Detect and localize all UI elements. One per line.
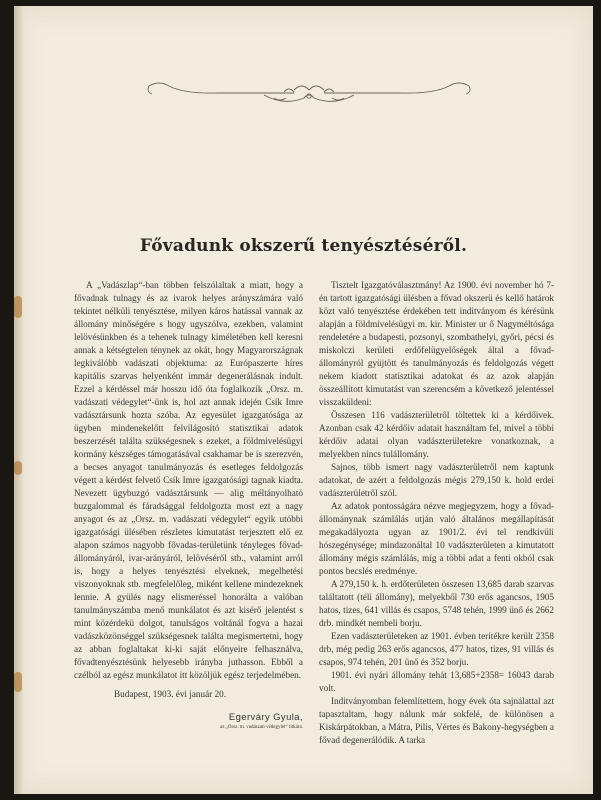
paragraph: A 279,150 k. h. erdőterületen összesen 13,685 darab szarvas találtatott (téli állomány), melyekből 730 erős agancsos, 1905 hatos, tizes, 641 villás és csapos, 5748 tehén, 1999 ünő és 2662 drb. mindkét nembeli borju. xyxy=(319,579,554,628)
paragraph: Sajnos, több ismert nagy vadászterületről nem kaptunk adatokat, de azért a feldolgozás mégis 279,150 k. hold erdei vadászterületről szól. xyxy=(319,462,554,498)
signature-note: az „Orsz. m. vadászati védegylet“ titkára. xyxy=(219,725,303,730)
paragraph: Összesen 116 vadászterületről töltettek ki a kérdőivek. Azonban csak 42 kérdőiv adatait használtam fel, mivel a többi kérdőiv adatai olyan vadászterületekre vonatkoznak, a melyekben nincs tulállomány. xyxy=(319,410,554,459)
paragraph: Inditványomban felemlítettem, hogy évek óta sajnálattal azt tapasztaltam, hogy nálunk már sokfelé, de különösen a Kiskárpátokban, a Mátra, Pilis, Vértes és Bakony-hegységben a fővad degenerálódik. A tarka xyxy=(319,696,554,745)
right-column xyxy=(319,279,554,747)
rust-stain xyxy=(14,461,22,475)
left-column xyxy=(74,279,303,731)
rust-stain xyxy=(14,672,22,692)
rust-stain xyxy=(14,296,22,318)
signature: Egerváry Gyula, xyxy=(228,712,303,723)
floral-vignette-icon xyxy=(144,78,474,112)
paragraph: Az adatok pontosságára nézve megjegyzem, hogy a fővad-állománynak számlálás utján való általános megállapítását megakadályozta ugyan az 1901/2. évi tel rendkivüli hószegénysége; mindazonáltal 10 vadászterületen a kimutatott állomány mégis számlálás, míg a többi adat a fenti okból csak pontos becslés eredménye. xyxy=(319,501,554,576)
article-title: Fővadunk okszerű tenyésztéséről. xyxy=(139,236,468,256)
paragraph: Ezen vadászterületeken az 1901. évben terítékre került 2358 drb, még pedig 263 erős agancsos, 477 hatos, tizes, 91 villás és csapos, 974 tehén, 201 ünő és 352 borju. xyxy=(319,631,554,667)
paragraph: Tisztelt Igazgatóválasztmány! Az 1900. évi november hó 7-én tartott igazgatósági ülésben a fővad okszerü és kellő határok közt való tenyésztése érdekében tett inditványom és kérésünk alapján a földmivelésügyi m. kir. Minister ur ő Nagyméltósága rendeletére a budapesti, pozsonyi, szombathelyi, győri, pécsi és miskolczi kerületi erdőfelügyelőségek által a fővad-állományról gyüjtött és tanulmányozás és feldolgozás végett nekem kiadott statisztikai adatokat és az azok alapján összeállított kimutatást van szerencsém a következő jelentéssel visszaküldeni: xyxy=(319,280,554,407)
document-page xyxy=(14,6,593,794)
paragraph: A „Vadászlap“-ban többen felszólaltak a miatt, hogy a fővadnak tulnagy és az ivarok helyes arányszámára való tekintet nélküli tenyésztése, milyen káros hatással vannak az állomány minőségére s hogy ugyszólva, ezekben, valamint lelövésünkben és a tehenek tulnagy kiméletében kell keresni annak a kétségtelen ténynek az okát, hogy Magyarországnak legkiválóbb vadászati objektuma: az Európaszerte híres kapitális szarvas helyenként immár degenerálásnak indult. Ezzel a kérdéssel már hosszu idő óta foglalkozik „Orsz. m. vadászati védegylet“-ünk is, hol azt annak idején Csík Imre vadásztársunk hozta szóba. Az egyesület igazgatósága az ügyben mindenekelőtt felvilágosító statisztikai adatok beszerzését találta szükségesnek s ezeket, a földmivelésügyi kormány készséges támogatásával csakhamar be is szerezvén, a becses anyagot tanulmányozás és esetleges feldolgozás végett a kérdést felvető Csík Imre igazgatósági tagnak kiadta. Nevezett ügybuzgó vadásztársunk — alig méltányolható buzgalommal és fáradsággal feldolgozta most ezt a nagy anyagot és az „Orsz. m. vadászati védegylet“ egyik utóbbi igazgatósági ülésében részletes kimutatást terjesztett elő ez alapon számos nagyobb fővadas-területünk tényleges fővad-állományáról, ivar-arányáról, lelövéséről stb., valamint arról is, hogy a helyes tenyésztési elveknek, megelhetési viszonyoknak stb. megfelelőleg, miként kellene mindezeknek lennie. A gyülés nagy elismeréssel honorálta a valóban tanulmányszámba menő munkálatot és azt kisérő jelentést s mint közérdekü dolgot, tanulságos voltánál fogva a hazai vadászközönséggel szükségesnek találta megismertetni, hogy az abban foglaltakat ki-ki saját előnyeire felhasználva, fővadtenyésztésünk helyesebb irányba juthasson. Ebből a czélból az egész munkálatot itt közöljük egész terjedelmében. xyxy=(74,280,303,680)
paragraph: 1901. évi nyári állomány tehát 13,685+2358= 16043 darab volt. xyxy=(319,670,554,693)
dateline: Budapest, 1903. évi január 20. xyxy=(114,689,227,699)
